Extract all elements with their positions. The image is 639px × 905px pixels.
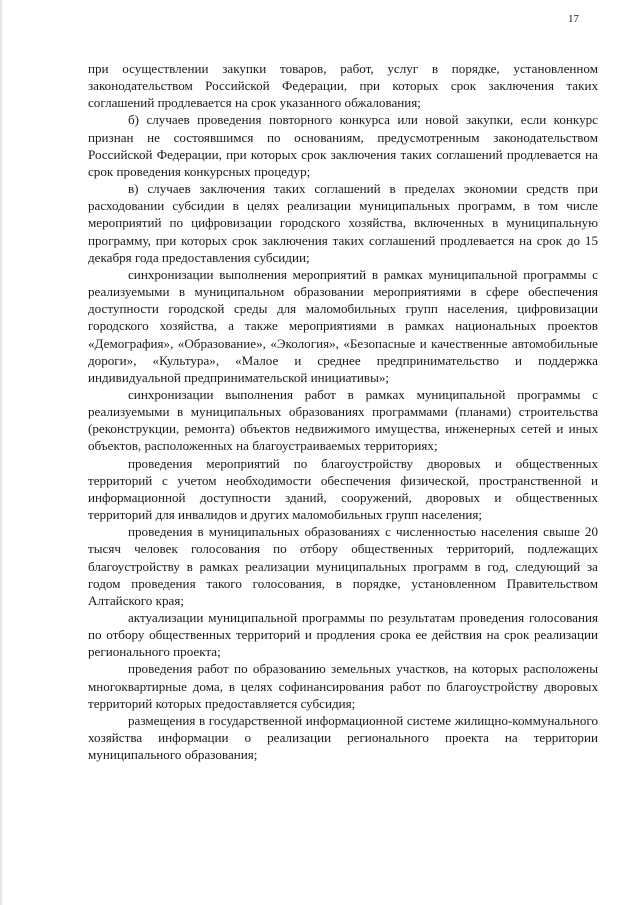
paragraph-voting: проведения в муниципальных образованиях с численностью населения свыше 20 тысяч человек голосования по отбору общественных территорий, подлежащих благоустройству в рамках реализации муниципальных программ в год, следующий за годом проведения такого голосования, в порядке, установленном Правительством Алтайского края; <box>88 524 598 608</box>
paragraph-accessibility: проведения мероприятий по благоустройству дворовых и общественных территорий с учетом необходимости обеспечения физической, пространственной и информационной доступности зданий, сооружений, дворовых и общественных территорий для инвалидов и других маломобильных групп населения; <box>88 455 598 523</box>
paragraph-program-update: актуализации муниципальной программы по результатам проведения голосования по отбору общественных территорий и продления срока ее действия на срок реализации регионального проекта; <box>88 610 598 660</box>
paragraph-item-b: б) случаев проведения повторного конкурса или новой закупки, если конкурс признан не состоявшимся по основаниям, предусмотренным законодательством Российской Федерации, при которых срок заключения таких соглашений продлевается на срок проведения конкурсных процедур; <box>88 112 598 179</box>
paragraph-sync-activities: синхронизации выполнения мероприятий в рамках муниципальной программы с реализуемыми в муниципальном образовании мероприятиями в сфере обеспечения доступности городской среды для маломобильных групп населения, цифровизации городского хозяйства, а также мероприятиями в рамках национальных проектов «Демография», «Образование», «Экология», «Безопасные и качественные автомобильные дороги», «Культура», «Малое и среднее предпринимательство и поддержка индивидуальной предпринимательской инициативы»; <box>88 266 598 385</box>
paragraph-sync-works: синхронизации выполнения работ в рамках муниципальной программы с реализуемыми в муниципальных образованиях программами (планами) строительства (реконструкции, ремонта) объектов недвижимого имущества, инженерных сетей и иных объектов, расположенных на благоустраиваемых территориях; <box>88 386 598 454</box>
scan-edge-shadow <box>0 0 3 905</box>
paragraph-gis-housing: размещения в государственной информационной системе жилищно-коммунального хозяйства информации о реализации регионального проекта на территории муниципального образования; <box>88 712 598 763</box>
paragraph-item-v: в) случаев заключения таких соглашений в пределах экономии средств при расходовании субсидии в целях реализации муниципальных программ, в том числе мероприятий по цифровизации городского хозяйства, включенных в муниципальную программу, при которых срок заключения таких соглашений продлевается на срок до 15 декабря года предоставления субсидии; <box>88 181 598 265</box>
page-number: 17 <box>568 13 579 25</box>
paragraph-land-plots: проведения работ по образованию земельных участков, на которых расположены многоквартирные дома, в целях софинансирования работ по благоустройству дворовых территорий которых предоставляется субсидия; <box>88 661 598 711</box>
body-text <box>88 60 598 763</box>
paragraph-continuation: при осуществлении закупки товаров, работ, услуг в порядке, установленном законодательством Российской Федерации, при которых срок заключения таких соглашений продлевается на срок указанного обжалования; <box>88 61 598 111</box>
